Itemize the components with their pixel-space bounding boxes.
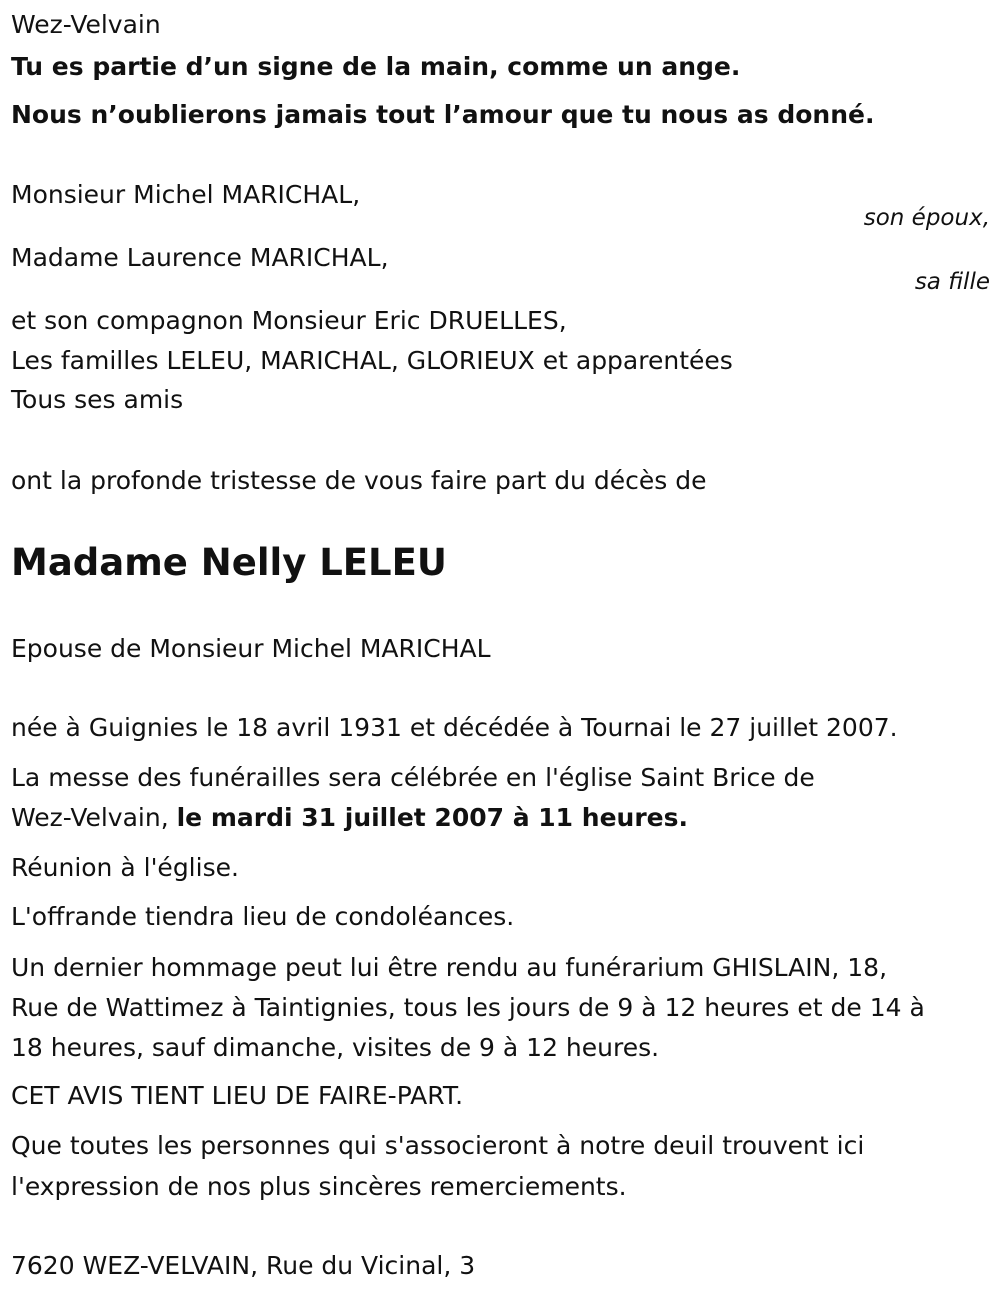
announcement-intro: ont la profonde tristesse de vous faire part du décès de [11,466,707,495]
family-member-1-role: son époux, [863,205,990,231]
tribute-line-1: Un dernier hommage peut lui être rendu au funérarium GHISLAIN, 18, [11,953,888,982]
address-line: 7620 WEZ-VELVAIN, Rue du Vicinal, 3 [11,1251,476,1280]
mass-date-time: le mardi 31 juillet 2007 à 11 heures. [176,803,688,832]
thanks-line-2: l'expression de nos plus sincères remerciements. [11,1172,627,1201]
tribute-line-2: Rue de Wattimez à Taintignies, tous les jours de 9 à 12 heures et de 14 à [11,993,925,1022]
family-line-friends: Tous ses amis [11,385,184,414]
family-member-1-name: Monsieur Michel MARICHAL, [11,180,361,209]
birth-death-line: née à Guignies le 18 avril 1931 et décédée à Tournai le 27 juillet 2007. [11,713,898,742]
family-member-2-name: Madame Laurence MARICHAL, [11,243,389,272]
place-header: Wez-Velvain [11,10,161,39]
family-member-2-role: sa fille [914,269,990,295]
mass-line-2 [11,798,688,838]
quote-line-2: Nous n’oublierons jamais tout l’amour que tu nous as donné. [11,100,875,129]
quote-line-1: Tu es partie d’un signe de la main, comme un ange. [11,52,741,81]
spouse-line: Epouse de Monsieur Michel MARICHAL [11,634,491,663]
family-line-companion: et son compagnon Monsieur Eric DRUELLES, [11,306,567,335]
mass-line-1: La messe des funérailles sera célébrée en l'église Saint Brice de [11,763,815,792]
tribute-line-3: 18 heures, sauf dimanche, visites de 9 à 12 heures. [11,1033,660,1062]
mass-place: Wez-Velvain, [11,803,177,832]
family-line-families: Les familles LELEU, MARICHAL, GLORIEUX et apparentées [11,346,733,375]
offering-line: L'offrande tiendra lieu de condoléances. [11,902,515,931]
notice-line: CET AVIS TIENT LIEU DE FAIRE-PART. [11,1081,464,1110]
meeting-line: Réunion à l'église. [11,853,239,882]
thanks-line-1: Que toutes les personnes qui s'associeront à notre deuil trouvent ici [11,1131,865,1160]
deceased-name: Madame Nelly LELEU [11,541,447,584]
